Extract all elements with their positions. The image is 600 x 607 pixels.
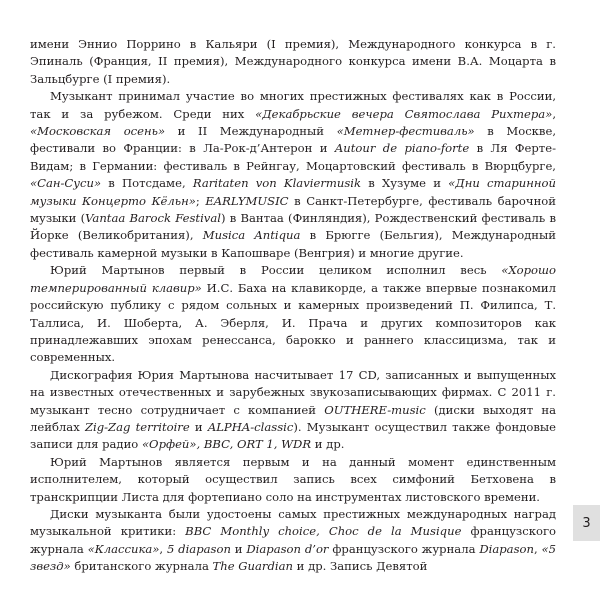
italic-run: 5 diapason	[166, 541, 231, 556]
text-run: (диски выходят на лейблах	[30, 402, 556, 434]
italic-run: «Декабрьские вечера Святослава Рихтера»	[255, 106, 553, 121]
page-number: 3	[582, 515, 591, 531]
text-run: в Потсдаме,	[101, 176, 193, 191]
text-run: французского журнала	[30, 524, 556, 556]
text-run: французского журнала	[328, 541, 480, 556]
text-run: Музыкант принимал участие во многих престижных фестивалях как в России, так и за рубежом. Среди них	[30, 89, 556, 121]
text-run: и	[230, 541, 247, 556]
italic-run: «Метнер-фестиваль»	[336, 124, 475, 139]
text-run: в Ля Ферте-Видам; в Германии: фестиваль в Рейнгау, Моцартовский фестиваль в Вюрцбурге,	[30, 141, 556, 173]
italic-run: Zig-Zag territoire	[84, 419, 190, 434]
text-run: ;	[195, 193, 206, 208]
paragraph-3	[30, 262, 556, 366]
text-run: И.С. Баха на клавикорде, а также впервые познакомил российскую публику с рядом сольных и камерных произведений П. Филипса, Т. Таллиса, И. Шоберта, А. Эберля, И. Прача и других композиторов как принадлежавших эпохам ренессанса, барокко и раннего классицизма, так и современных.	[30, 280, 556, 365]
text-run: британского журнала	[70, 559, 213, 574]
italic-run: OUTHERE-music	[324, 402, 426, 417]
text-run: ,	[552, 106, 556, 121]
text-run: ,	[159, 541, 167, 556]
italic-run: ALPHA-classic	[207, 419, 294, 434]
text-run: и др. Запись Девятой	[292, 559, 428, 574]
paragraph-6	[30, 506, 556, 576]
italic-run: Autour de piano-forte	[334, 141, 470, 156]
italic-run: «Хорошо темперированный клавир»	[30, 263, 556, 295]
paragraph-5	[30, 454, 556, 506]
text-run: и	[189, 419, 208, 434]
text-run: Диски музыканта были удостоены самых престижных международных наград музыкальной критики:	[30, 506, 556, 539]
italic-run: «Сан-Суси»	[30, 176, 102, 191]
text-run: в Брюгге (Бельгия), Международный фестиваль камерной музыки в Капошваре (Венгрия) и многие другие.	[30, 228, 556, 260]
text-run: и др.	[311, 437, 345, 452]
italic-run: «5 звезд»	[30, 541, 557, 574]
paragraph-4	[30, 367, 556, 454]
italic-run: Raritaten von Klaviermusik	[192, 176, 362, 191]
italic-run: Diapason d’or	[246, 541, 329, 556]
page-body	[30, 36, 556, 576]
italic-run: Vantaa Barock Festival	[85, 211, 221, 226]
paragraph-1	[30, 36, 556, 88]
text-run: и II Международный	[165, 124, 337, 139]
text-run: в Хузуме и	[361, 176, 449, 191]
text-run: ) в Вантаа (Финляндия), Рождественский фестиваль в Йорке (Великобритания),	[30, 211, 556, 243]
italic-run: Musica Antiqua	[202, 228, 301, 243]
italic-run: «Дни старинной музыки Концерто Кёльн»	[30, 176, 556, 208]
italic-run: «Орфей», BBC, ORT 1, WDR	[141, 437, 312, 452]
page-number-tab	[573, 505, 600, 541]
italic-run: «Классика»	[87, 541, 160, 556]
text-run: в Москве, фестивали во Франции: в Ла-Рок-д’Антерон и	[30, 124, 557, 156]
text-run: Юрий Мартынов первый в России целиком исполнил весь	[50, 263, 502, 278]
text-run: ,	[534, 541, 542, 556]
text-run: Дискография Юрия Мартынова насчитывает 17 CD, записанных и выпущенных на известных отечественных и зарубежных звукозаписывающих фирмах. С 2011 г. музыкант тесно сотрудничает с компанией	[30, 367, 556, 417]
text-run: имени Эннио Поррино в Кальяри (I премия), Международного конкурса в г. Эпиналь (Франция, II премия), Международного конкурса имени В.А. Моцарта в Зальцбурге (I премия).	[30, 37, 556, 86]
text-run: в Санкт-Петербурге, фестиваль барочной музыки (	[30, 193, 557, 226]
paragraph-2	[30, 88, 556, 262]
italic-run: The Guardian	[212, 559, 293, 574]
italic-run: «Московская осень»	[30, 124, 166, 139]
italic-run: Diapason	[479, 541, 534, 556]
text-run: Юрий Мартынов является первым и на данный момент единственным исполнителем, который осуществил запись всех симфоний Бетховена в транскрипции Листа для фортепиано соло на инструментах листовского времени.	[30, 454, 556, 504]
italic-run: BBC Monthly choice, Choc de la Musique	[185, 524, 462, 539]
text-run: ). Музыкант осуществил также фондовые записи для радио	[30, 419, 556, 452]
italic-run: EARLYMUSIC	[205, 193, 289, 208]
